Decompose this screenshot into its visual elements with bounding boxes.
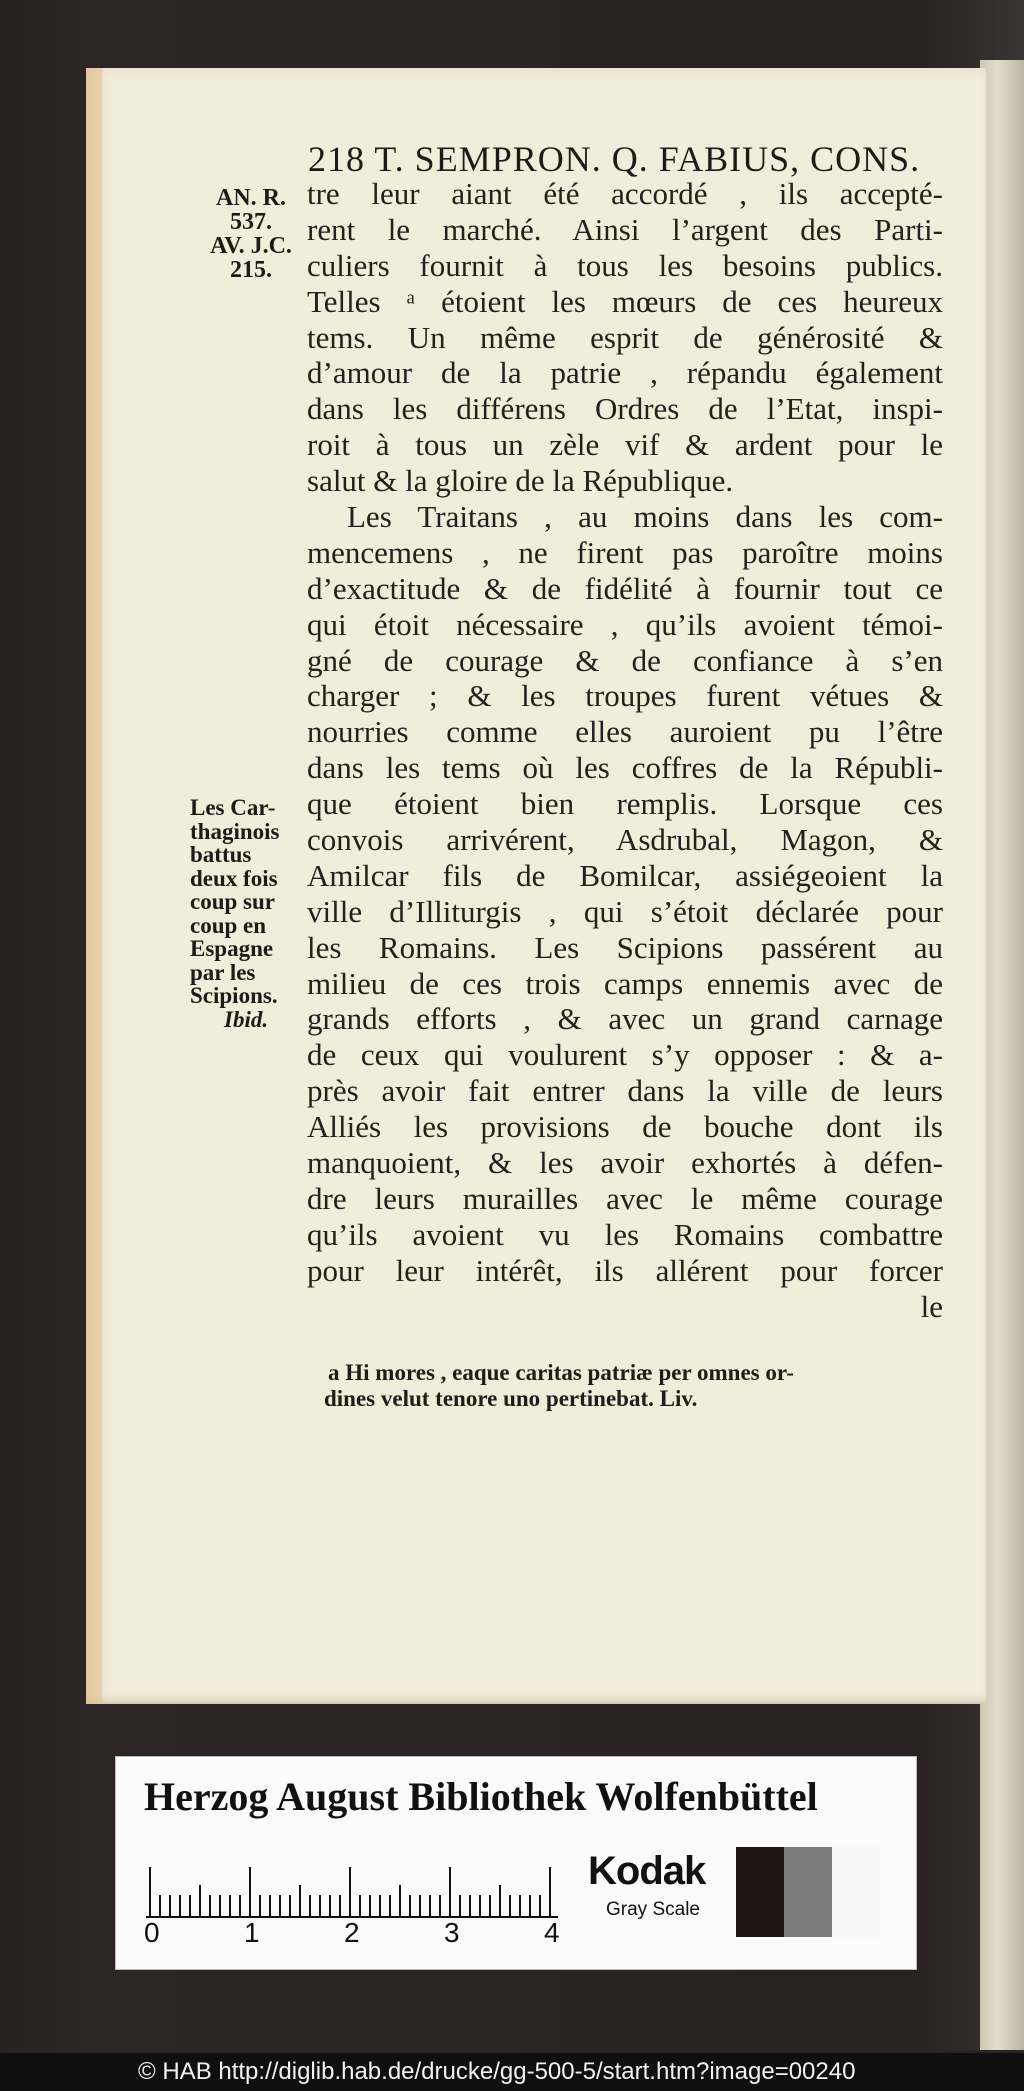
body-line: près avoir fait entrer dans la ville de leurs: [307, 1073, 943, 1109]
side-date-line: 537.: [230, 209, 272, 235]
library-label: [115, 1756, 917, 1970]
margin-note-line: coup en: [190, 912, 267, 938]
body-line: nourries comme elles auroient pu l’être: [307, 714, 943, 750]
gray-swatch-mid: [784, 1847, 832, 1937]
kodak-logo: Kodak: [588, 1849, 706, 1893]
body-line: roit à tous un zèle vif & ardent pour le: [307, 427, 943, 463]
body-line: d’exactitude & de fidélité à fournir tout ce: [307, 570, 943, 606]
margin-note: [190, 796, 308, 1031]
body-line: mencemens , ne firent pas paroître moins: [307, 534, 943, 570]
margin-note-line: Les Car-: [190, 795, 276, 820]
body-line: grands efforts , & avec un grand carnage: [307, 1001, 943, 1037]
ruler-number: 2: [344, 1917, 360, 1948]
body-line: les Romains. Les Scipions passérent au: [307, 929, 943, 965]
body-line: le: [920, 1288, 943, 1324]
gray-swatch-light: [832, 1847, 880, 1937]
margin-note-line: Espagne: [190, 936, 274, 961]
body-line: dans les tems où les coffres de la Républi-: [307, 750, 943, 786]
ruler-scale: [146, 1867, 576, 1919]
body-line: Telles ᵃ étoient les mœurs de ces heureux: [307, 283, 943, 319]
side-date-line: 215.: [230, 257, 272, 283]
library-label-title: Herzog August Bibliothek Wolfenbüttel: [144, 1774, 818, 1819]
kodak-gray-scale-label: Gray Scale: [606, 1899, 700, 1920]
ruler-number: 0: [144, 1917, 160, 1948]
ruler-numbers: [144, 1917, 584, 1953]
body-line: gné de courage & de confiance à s’en: [307, 642, 943, 678]
body-line: culiers fournit à tous les besoins publics.: [307, 247, 943, 283]
body-line: que étoient bien remplis. Lorsque ces: [307, 786, 943, 822]
side-date-note: [196, 186, 306, 282]
margin-note-line: battus: [190, 842, 252, 867]
copyright-url[interactable]: © HAB http://diglib.hab.de/drucke/gg-500-5/start.htm?image=00240: [138, 2058, 856, 2085]
body-line: tre leur aiant été accordé , ils accepté-: [307, 176, 943, 211]
ruler-number: 1: [244, 1917, 260, 1948]
body-line: salut & la gloire de la République.: [307, 463, 734, 499]
margin-note-line: coup sur: [190, 889, 275, 914]
margin-note-line: par les: [190, 959, 256, 985]
margin-note-line: deux fois: [190, 865, 278, 891]
next-page-edge: [980, 60, 1024, 2050]
body-line: ville d’Illiturgis , qui s’étoit déclarée pour: [307, 893, 943, 929]
margin-note-line: thaginois: [190, 818, 280, 844]
footnote: [324, 1360, 948, 1412]
body-line: convois arrivérent, Asdrubal, Magon, &: [307, 822, 943, 858]
gray-swatch-dark: [736, 1847, 784, 1937]
body-line: qu’ils avoient vu les Romains combattre: [307, 1216, 943, 1252]
running-head: 218 T. SEMPRON. Q. FABIUS, CONS.: [308, 139, 921, 179]
body-line: dans les différens Ordres de l’Etat, inspi-: [307, 391, 943, 427]
body-line: qui étoit nécessaire , qu’ils avoient témoi-: [307, 606, 943, 642]
footnote-line: dines velut tenore uno pertinebat. Liv.: [324, 1386, 698, 1411]
body-line: milieu de ces trois camps ennemis avec de: [307, 965, 943, 1001]
body-line: Alliés les provisions de bouche dont ils: [307, 1109, 943, 1145]
body-line: Amilcar fils de Bomilcar, assiégeoient la: [307, 857, 943, 893]
page-gutter-shadow: [86, 68, 102, 1704]
side-date-line: AN. R.: [216, 185, 286, 211]
margin-note-line: Scipions.: [190, 983, 278, 1008]
margin-note-ibid: Ibid.: [224, 1006, 269, 1032]
body-line: manquoient, & les avoir exhortés à défen-: [307, 1145, 943, 1181]
body-line: pour leur intérêt, ils allérent pour forcer: [307, 1252, 943, 1288]
ruler-number: 3: [444, 1917, 460, 1948]
body-line: charger ; & les troupes furent vétues &: [307, 678, 943, 714]
body-line: tems. Un même esprit de générosité &: [307, 319, 943, 355]
body-text: [307, 176, 943, 1325]
body-line: dre leurs murailles avec le même courage: [307, 1180, 943, 1216]
body-line: de ceux qui voulurent s’y opposer : & a-: [307, 1037, 943, 1073]
footnote-line: a Hi mores , eaque caritas patriæ per omnes or-: [328, 1360, 794, 1385]
side-date-line: AV. J.C.: [210, 233, 292, 259]
body-line: d’amour de la patrie , répandu également: [307, 355, 943, 391]
ruler-number: 4: [544, 1917, 560, 1948]
body-line: Les Traitans , au moins dans les com-: [347, 499, 943, 535]
body-line: rent le marché. Ainsi l’argent des Parti-: [307, 211, 943, 247]
